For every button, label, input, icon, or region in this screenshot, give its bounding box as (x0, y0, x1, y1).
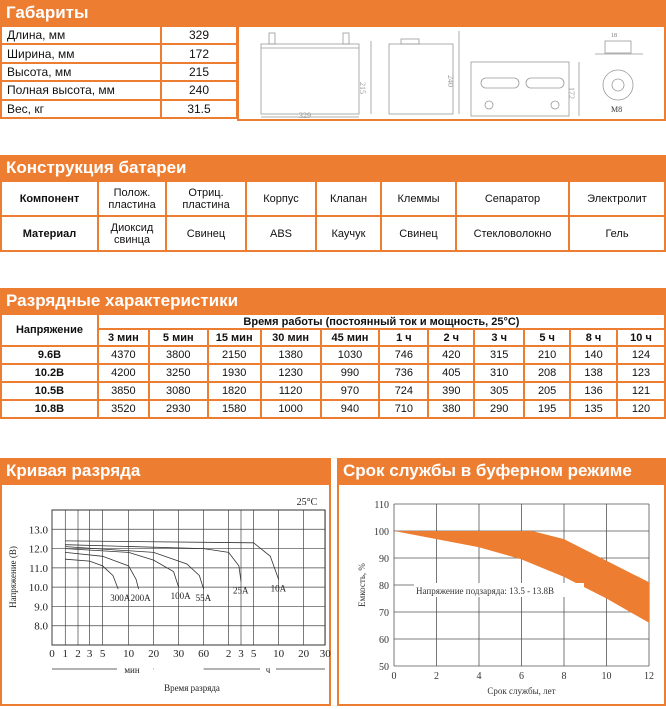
y-tick-label: 50 (379, 662, 389, 673)
x-tick-label: 30 (173, 648, 185, 660)
y-tick-label: 90 (379, 554, 389, 565)
time-column-header: 3 мин (98, 329, 149, 346)
curve-label: 25A (233, 585, 249, 596)
time-column-header: 10 ч (617, 329, 665, 346)
value-cell: 1230 (261, 364, 321, 382)
x-tick-label: 0 (391, 671, 397, 682)
x-axis-label: Время разряда (164, 683, 220, 693)
value-cell: 405 (428, 364, 474, 382)
dim-label: Высота, мм (1, 63, 161, 81)
value-cell: 1380 (261, 346, 321, 364)
value-cell: 195 (524, 400, 570, 418)
y-tick-label: 80 (379, 581, 389, 592)
table-row (1, 26, 237, 44)
table-row (1, 329, 665, 346)
dimension-drawing (237, 25, 666, 121)
time-column-header: 5 ч (524, 329, 570, 346)
y-tick-label: 110 (374, 500, 389, 511)
hour-unit-label: ч (265, 665, 271, 675)
value-cell: 736 (379, 364, 428, 382)
value-cell: 2930 (149, 400, 208, 418)
value-cell: 121 (617, 382, 665, 400)
value-cell: 120 (617, 400, 665, 418)
x-tick-label: 20 (148, 648, 160, 660)
material-cell: Каучук (316, 216, 381, 251)
construction-table (0, 180, 666, 252)
x-tick-label: 0 (49, 648, 55, 660)
time-column-header: 5 мин (149, 329, 208, 346)
value-cell: 3250 (149, 364, 208, 382)
x-tick-label: 10 (601, 671, 612, 682)
service-life-svg (339, 485, 664, 704)
dimensions-table (0, 25, 238, 119)
x-tick-label: 2 (225, 648, 232, 660)
voltage-cell: 10.2В (1, 364, 98, 382)
x-tick-label: 1 (62, 648, 69, 660)
value-cell: 1030 (321, 346, 380, 364)
value-cell: 1580 (208, 400, 261, 418)
curve-label: 10A (270, 583, 287, 594)
table-row (1, 81, 237, 99)
x-tick-label: 5 (250, 648, 257, 660)
material-cell: ABS (246, 216, 316, 251)
time-column-header: 2 ч (428, 329, 474, 346)
discharge-curve-200A (65, 552, 138, 589)
side-view (389, 44, 453, 114)
dimensions-header: Габариты (0, 0, 666, 25)
material-cell: Свинец (381, 216, 456, 251)
value-cell: 310 (474, 364, 524, 382)
table-row (1, 44, 237, 62)
x-tick-label: 12 (644, 671, 654, 682)
x-tick-label: 60 (198, 648, 210, 660)
value-cell: 3520 (98, 400, 149, 418)
time-column-header: 45 мин (321, 329, 380, 346)
material-cell: Стекловолокно (456, 216, 569, 251)
material-cell: Свинец (166, 216, 246, 251)
voltage-cell: 10.8В (1, 400, 98, 418)
curve-label: 100A (170, 591, 191, 602)
x-tick-label: 2 (75, 648, 81, 660)
length-label: 329 (299, 111, 311, 120)
y-tick-label: 70 (379, 608, 389, 619)
x-tick-label: 30 (319, 648, 331, 660)
y-tick-label: 9.0 (34, 601, 48, 614)
dim-value: 215 (161, 63, 237, 81)
value-cell: 3850 (98, 382, 149, 400)
y-tick-label: 60 (379, 635, 389, 646)
time-header: Время работы (постоянный ток и мощность, 25°C) (98, 314, 665, 329)
discharge-curve-10A (65, 541, 278, 580)
dim-label: Длина, мм (1, 26, 161, 44)
time-column-header: 3 ч (474, 329, 524, 346)
width-label: 172 (567, 87, 576, 99)
value-cell: 380 (428, 400, 474, 418)
value-cell: 940 (321, 400, 380, 418)
x-axis-label: Срок службы, лет (487, 686, 556, 696)
value-cell: 140 (570, 346, 617, 364)
value-cell: 724 (379, 382, 428, 400)
curve-label: 300A (110, 593, 131, 604)
material-cell: Диоксид свинца (98, 216, 166, 251)
y-tick-label: 12.0 (28, 543, 48, 556)
y-tick-label: 8.0 (34, 620, 48, 633)
voltage-header: Напряжение (1, 314, 98, 346)
components-label: Компонент (1, 181, 98, 216)
x-tick-label: 4 (476, 671, 482, 682)
y-tick-label: 10.0 (28, 582, 48, 595)
annotation: Напряжение подзаряда: 13.5 - 13.8В (416, 586, 555, 596)
dim-value: 240 (161, 81, 237, 99)
value-cell: 135 (570, 400, 617, 418)
service-life-header: Срок службы в буферном режиме (337, 458, 666, 483)
x-tick-label: 5 (99, 648, 106, 660)
temperature-label: 25°C (296, 497, 318, 508)
value-cell: 205 (524, 382, 570, 400)
value-cell: 3800 (149, 346, 208, 364)
terminal-label: M8 (611, 105, 623, 114)
x-tick-label: 10 (273, 648, 285, 660)
min-unit-label: мин (124, 665, 140, 675)
discharge-curve-chart (0, 483, 331, 706)
discharge-curve-300A (65, 559, 118, 589)
y-axis-label: Емкость, % (357, 563, 367, 607)
value-cell: 970 (321, 382, 380, 400)
value-cell: 1000 (261, 400, 321, 418)
time-column-header: 30 мин (261, 329, 321, 346)
value-cell: 208 (524, 364, 570, 382)
component-cell: Клапан (316, 181, 381, 216)
value-cell: 290 (474, 400, 524, 418)
dim-label: Ширина, мм (1, 44, 161, 62)
component-cell: Клеммы (381, 181, 456, 216)
construction-header: Конструкция батареи (0, 155, 666, 180)
value-cell: 123 (617, 364, 665, 382)
component-cell: Полож. пластина (98, 181, 166, 216)
dim-value: 172 (161, 44, 237, 62)
discharge-table (0, 313, 666, 419)
value-cell: 210 (524, 346, 570, 364)
value-cell: 710 (379, 400, 428, 418)
x-tick-label: 6 (519, 671, 524, 682)
table-row (1, 382, 665, 400)
discharge-curve-svg (2, 485, 329, 704)
table-row (1, 400, 665, 418)
value-cell: 3080 (149, 382, 208, 400)
front-view (261, 44, 359, 114)
value-cell: 124 (617, 346, 665, 364)
x-tick-label: 20 (298, 648, 310, 660)
terminal-diameter-label: 18 (611, 33, 617, 39)
height-label: 215 (358, 82, 367, 94)
dim-value: 31.5 (161, 100, 237, 118)
terminal-view (605, 41, 631, 53)
value-cell: 315 (474, 346, 524, 364)
x-tick-label: 3 (238, 648, 244, 660)
table-row (1, 314, 665, 329)
material-cell: Гель (569, 216, 665, 251)
value-cell: 1930 (208, 364, 261, 382)
total-height-label: 240 (446, 75, 455, 87)
curve-label: 200A (130, 593, 151, 604)
time-column-header: 8 ч (570, 329, 617, 346)
y-tick-label: 100 (374, 527, 389, 538)
table-row (1, 364, 665, 382)
value-cell: 4370 (98, 346, 149, 364)
dim-label: Вес, кг (1, 100, 161, 118)
time-column-header: 1 ч (379, 329, 428, 346)
y-axis-label: Напряжение (В) (8, 546, 18, 608)
value-cell: 2150 (208, 346, 261, 364)
value-cell: 1820 (208, 382, 261, 400)
voltage-cell: 10.5В (1, 382, 98, 400)
discharge-header: Разрядные характеристики (0, 288, 666, 313)
voltage-cell: 9.6В (1, 346, 98, 364)
material-label: Материал (1, 216, 98, 251)
discharge-curve-header: Кривая разряда (0, 458, 331, 483)
dim-value: 329 (161, 26, 237, 44)
value-cell: 136 (570, 382, 617, 400)
plot-frame (52, 510, 325, 645)
table-row (1, 346, 665, 364)
table-row (1, 100, 237, 118)
table-row (1, 216, 665, 251)
value-cell: 4200 (98, 364, 149, 382)
table-row (1, 181, 665, 216)
x-tick-label: 8 (561, 671, 567, 682)
time-column-header: 15 мин (208, 329, 261, 346)
y-tick-label: 13.0 (28, 524, 48, 537)
service-life-chart (337, 483, 666, 706)
component-cell: Электролит (569, 181, 665, 216)
x-tick-label: 3 (86, 648, 93, 660)
value-cell: 1120 (261, 382, 321, 400)
component-cell: Отриц. пластина (166, 181, 246, 216)
value-cell: 138 (570, 364, 617, 382)
value-cell: 990 (321, 364, 380, 382)
x-tick-label: 2 (434, 671, 439, 682)
value-cell: 746 (379, 346, 428, 364)
dim-label: Полная высота, мм (1, 81, 161, 99)
value-cell: 390 (428, 382, 474, 400)
component-cell: Корпус (246, 181, 316, 216)
x-tick-label: 10 (123, 648, 135, 660)
value-cell: 305 (474, 382, 524, 400)
curve-label: 55A (195, 593, 212, 604)
table-row (1, 63, 237, 81)
y-tick-label: 11.0 (29, 562, 48, 575)
value-cell: 420 (428, 346, 474, 364)
component-cell: Сепаратор (456, 181, 569, 216)
